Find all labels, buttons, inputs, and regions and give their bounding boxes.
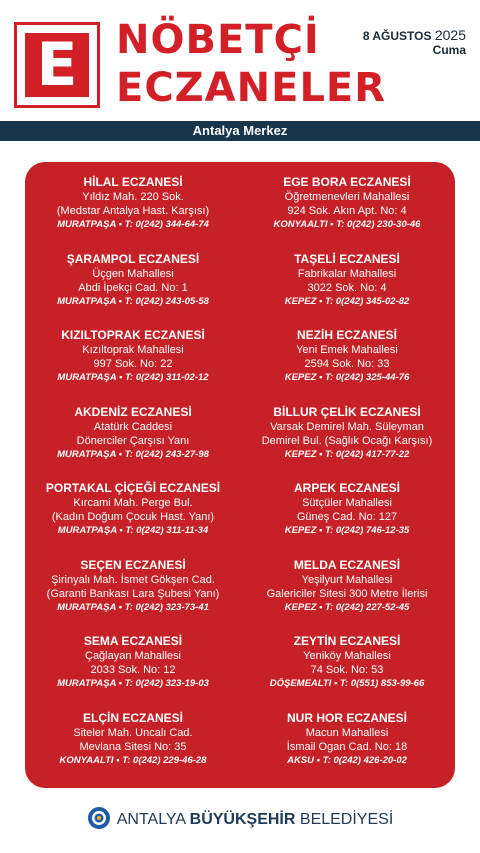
pharmacy-name: EGE BORA ECZANESİ: [283, 175, 411, 189]
pharmacy-address-line: 997 Sok. No: 22: [93, 358, 173, 370]
pharmacy-card: [33, 327, 233, 385]
pharmacy-contact: KEPEZ • T: 0(242) 417-77-22: [284, 448, 410, 460]
pharmacy-name: MELDA ECZANESİ: [293, 557, 401, 572]
logo-e-letter: E: [25, 33, 89, 97]
pharmacy-address-line: (Medstar Antalya Hast. Karşısı): [56, 205, 210, 217]
pharmacy-address-line: (Garanti Bankası Lara Şubesi Yanı): [46, 587, 220, 600]
pharmacy-card: [33, 404, 233, 462]
footer-text-prefix: ANTALYA: [116, 811, 186, 828]
pharmacy-card: [33, 480, 233, 538]
pharmacy-contact: MURATPAŞA • T: 0(242) 323-73-41: [57, 601, 209, 613]
pharmacy-name: PORTAKAL ÇİÇEĞİ ECZANESİ: [45, 481, 221, 495]
pharmacy-card: [247, 480, 447, 538]
date-block: [363, 28, 466, 57]
pharmacy-contact: KEPEZ • T: 0(242) 227-52-45: [284, 601, 410, 613]
pharmacy-list-panel: [25, 162, 455, 788]
pharmacy-contact: KEPEZ • T: 0(242) 345-02-82: [284, 295, 410, 307]
pharmacy-address-line: 3022 Sok. No: 4: [307, 281, 387, 294]
pharmacy-address-line: Macun Mahallesi: [305, 726, 389, 739]
pharmacy-contact: MURATPAŞA • T: 0(242) 311-02-12: [57, 372, 209, 383]
pharmacy-name: ZEYTİN ECZANESİ: [293, 634, 401, 648]
antalya-seal-icon: [87, 806, 111, 830]
pharmacy-address-line: Atatürk Caddesi: [93, 420, 173, 433]
pharmacy-name: KIZILTOPRAK ECZANESİ: [61, 328, 205, 342]
date-weekday: Cuma: [432, 43, 466, 57]
pharmacy-address-line: Çağlayan Mahallesi: [85, 650, 181, 662]
footer-text-bold: BÜYÜKŞEHİR: [189, 811, 296, 828]
pharmacy-address-line: Demirel Bul. (Sağlık Ocağı Karşısı): [261, 434, 433, 447]
date-year: 2025: [434, 27, 466, 43]
pharmacy-contact: MURATPAŞA • T: 0(242) 344-64-74: [57, 219, 209, 230]
pharmacy-address-line: Dönerciler Çarşısı Yanı: [76, 434, 190, 447]
pharmacy-address-line: Yeni Emek Mahallesi: [296, 344, 398, 356]
region-bar: Antalya Merkez: [0, 121, 480, 141]
pharmacy-address-line: 74 Sok. No: 53: [310, 664, 384, 676]
pharmacy-contact: KONYAALTI • T: 0(242) 229-46-28: [59, 754, 207, 766]
pharmacy-name: NUR HOR ECZANESİ: [286, 710, 407, 725]
pharmacy-contact: KEPEZ • T: 0(242) 746-12-35: [284, 525, 410, 536]
pharmacy-address-line: Kızıltoprak Mahallesi: [82, 344, 184, 356]
pharmacy-contact: MURATPAŞA • T: 0(242) 323-19-03: [57, 678, 209, 689]
pharmacy-card: [247, 710, 447, 768]
page-title-line1: NÖBETÇİ: [116, 17, 320, 63]
pharmacy-name: ARPEK ECZANESİ: [293, 481, 400, 495]
pharmacy-address-line: (Kadın Doğum Çocuk Hast. Yanı): [51, 511, 215, 523]
pharmacy-address-line: Siteler Mah. Uncalı Cad.: [73, 726, 193, 739]
pharmacy-contact: DÖŞEMEALTI • T: 0(551) 853-99-66: [269, 678, 425, 689]
pharmacy-card: [33, 251, 233, 309]
pharmacy-address-line: Fabrikalar Mahallesi: [297, 267, 397, 280]
pharmacy-card: [247, 327, 447, 385]
pharmacy-contact: KONYAALTI • T: 0(242) 230-30-46: [273, 219, 421, 230]
footer: [0, 805, 480, 835]
pharmacy-name: SEÇEN ECZANESİ: [80, 557, 186, 572]
pharmacy-address-line: Kırcami Mah. Perge Bul.: [73, 497, 193, 509]
pharmacy-name: HİLAL ECZANESİ: [83, 175, 183, 189]
pharmacy-address-line: Galericiler Sitesi 300 Metre İlerisi: [266, 587, 428, 600]
page-title-line2: ECZANELER: [116, 65, 387, 111]
pharmacy-address-line: İsmail Ogan Cad. No: 18: [286, 740, 408, 753]
pharmacy-name: BİLLUR ÇELİK ECZANESİ: [273, 404, 421, 419]
pharmacy-address-line: Abdi İpekçi Cad. No: 1: [78, 281, 188, 294]
pharmacy-address-line: 924 Sok. Akın Apt. No: 4: [287, 205, 407, 217]
pharmacy-address-line: Güneş Cad. No: 127: [296, 511, 398, 523]
pharmacy-address-line: Öğretmenevleri Mahallesi: [284, 191, 410, 203]
pharmacy-card: [247, 404, 447, 462]
pharmacy-card: [33, 710, 233, 768]
pharmacy-contact: MURATPAŞA • T: 0(242) 243-27-98: [57, 448, 209, 460]
pharmacy-name: SEMA ECZANESİ: [83, 634, 183, 648]
pharmacy-address-line: Yeniköy Mahallesi: [303, 650, 391, 662]
date-day-month: 8 AĞUSTOS: [362, 29, 432, 43]
pharmacy-name: NEZİH ECZANESİ: [296, 328, 397, 342]
pharmacy-name: TAŞELİ ECZANESİ: [294, 251, 400, 266]
pharmacy-name: ELÇİN ECZANESİ: [82, 710, 183, 725]
pharmacy-address-line: Mevlana Sitesi No: 35: [79, 740, 187, 753]
pharmacy-card: [247, 174, 447, 232]
pharmacy-contact: AKSU • T: 0(242) 426-20-02: [287, 754, 407, 766]
pharmacy-address-line: Üçgen Mahallesi: [92, 267, 174, 280]
pharmacy-address-line: Yıldız Mah. 220 Sok.: [82, 191, 184, 203]
logo-e: [14, 22, 100, 108]
footer-text-suffix: BELEDİYESİ: [299, 811, 394, 828]
pharmacy-contact: MURATPAŞA • T: 0(242) 243-05-58: [57, 295, 209, 307]
pharmacy-address-line: 2594 Sok. No: 33: [304, 358, 390, 370]
pharmacy-address-line: Sütçüler Mahallesi: [302, 497, 392, 509]
pharmacy-contact: MURATPAŞA • T: 0(242) 311-11-34: [57, 525, 209, 536]
pharmacy-name: ŞARAMPOL ECZANESİ: [66, 251, 200, 266]
pharmacy-card: [247, 251, 447, 309]
pharmacy-card: [33, 174, 233, 232]
pharmacy-address-line: Şirinyalı Mah. İsmet Gökşen Cad.: [51, 573, 215, 586]
pharmacy-address-line: 2033 Sok. No: 12: [90, 664, 176, 676]
pharmacy-card: [33, 633, 233, 691]
pharmacy-card: [33, 557, 233, 615]
pharmacy-name: AKDENİZ ECZANESİ: [74, 404, 192, 419]
pharmacy-contact: KEPEZ • T: 0(242) 325-44-76: [284, 372, 410, 383]
pharmacy-card: [247, 557, 447, 615]
pharmacy-address-line: Yeşilyurt Mahallesi: [301, 573, 393, 586]
pharmacy-address-line: Varsak Demirel Mah. Süleyman: [270, 420, 424, 433]
pharmacy-card: [247, 633, 447, 691]
